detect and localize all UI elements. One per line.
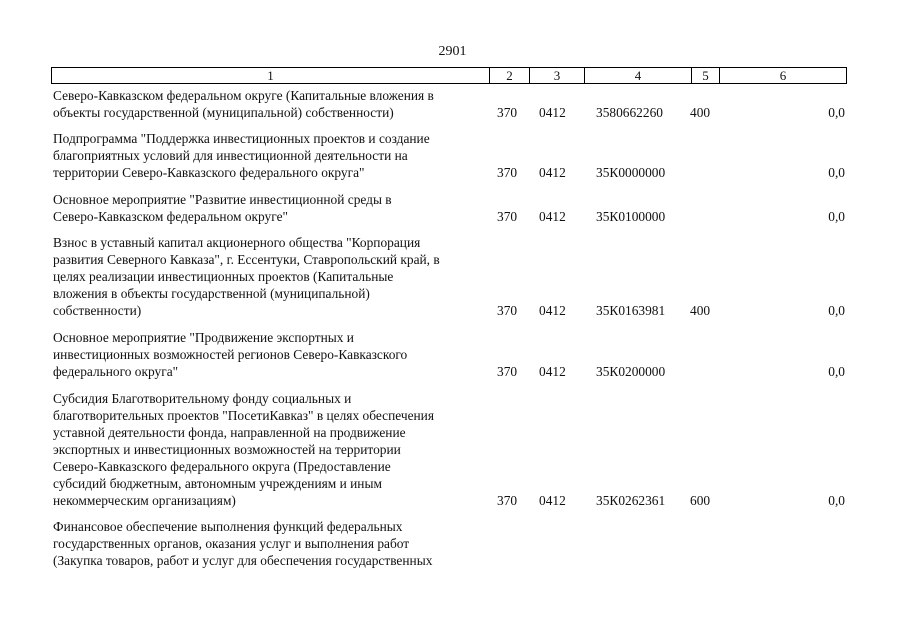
table-header [51, 67, 847, 84]
row-description: Финансовое обеспечение выполнения функций федеральных государственных органов, оказания услуг и выполнения работ (Закупка товаров, работ и услуг для обеспечения государственных [53, 519, 433, 568]
row-amount: 0,0 [828, 165, 845, 180]
page-number: 2901 [438, 44, 467, 59]
row-admin-code: 370 [497, 105, 518, 120]
row-description: Основное мероприятие "Продвижение экспортных и инвестиционных возможностей регионов Северо-Кавказского федерального округа" [53, 330, 408, 379]
row-target-code: 35К0200000 [596, 364, 666, 379]
row-section-code: 0412 [539, 209, 566, 224]
row-amount: 0,0 [828, 303, 845, 318]
row-target-code: 35К0262361 [596, 493, 666, 508]
row-admin-code: 370 [497, 493, 518, 508]
column-header-3: 3 [529, 68, 584, 83]
row-target-code: 35К0100000 [596, 209, 666, 224]
row-section-code: 0412 [539, 303, 566, 318]
row-amount: 0,0 [828, 493, 845, 508]
row-admin-code: 370 [497, 364, 518, 379]
row-section-code: 0412 [539, 105, 566, 120]
row-amount: 0,0 [828, 105, 845, 120]
row-expense-type: 400 [690, 105, 711, 120]
row-amount: 0,0 [828, 209, 845, 224]
row-expense-type: 400 [690, 303, 711, 318]
row-section-code: 0412 [539, 364, 566, 379]
column-header-6: 6 [719, 68, 846, 83]
row-expense-type: 600 [690, 493, 711, 508]
row-target-code: 35К0000000 [596, 165, 666, 180]
row-section-code: 0412 [539, 493, 566, 508]
column-header-4: 4 [584, 68, 691, 83]
row-admin-code: 370 [497, 303, 518, 318]
column-header-1: 1 [267, 68, 274, 83]
row-section-code: 0412 [539, 165, 566, 180]
row-target-code: 3580662260 [596, 105, 663, 120]
row-amount: 0,0 [828, 364, 845, 379]
row-admin-code: 370 [497, 209, 518, 224]
row-description: Подпрограмма "Поддержка инвестиционных проектов и создание благоприятных условий для инвестиционной деятельности на территории Северо-Кавказского федерального округа" [53, 131, 430, 180]
row-description: Северо-Кавказском федеральном округе (Капитальные вложения в объекты государственной (муниципальной) собственности) [53, 88, 434, 120]
row-description: Основное мероприятие "Развитие инвестиционной среды в Северо-Кавказском федеральном округе" [53, 192, 392, 224]
column-header-2: 2 [489, 68, 529, 83]
column-header-5: 5 [691, 68, 719, 83]
row-target-code: 35К0163981 [596, 303, 666, 318]
row-admin-code: 370 [497, 165, 518, 180]
row-description: Взнос в уставный капитал акционерного общества "Корпорация развития Северного Кавказа", г. Ессентуки, Ставропольский край, в целях реализации инвестиционных проектов (Капитальные вложения в объекты государственной (муниципальной) собственности) [53, 235, 440, 318]
row-description: Субсидия Благотворительному фонду социальных и благотворительных проектов "ПосетиКавказ" в целях обеспечения уставной деятельности фонда, направленной на продвижение экспортных и инвестиционных возможностей на территории Северо-Кавказского федерального округа (Предоставление субсидий бюджетным, автономным учреждениям и иным некоммерческим организациям) [53, 391, 435, 508]
